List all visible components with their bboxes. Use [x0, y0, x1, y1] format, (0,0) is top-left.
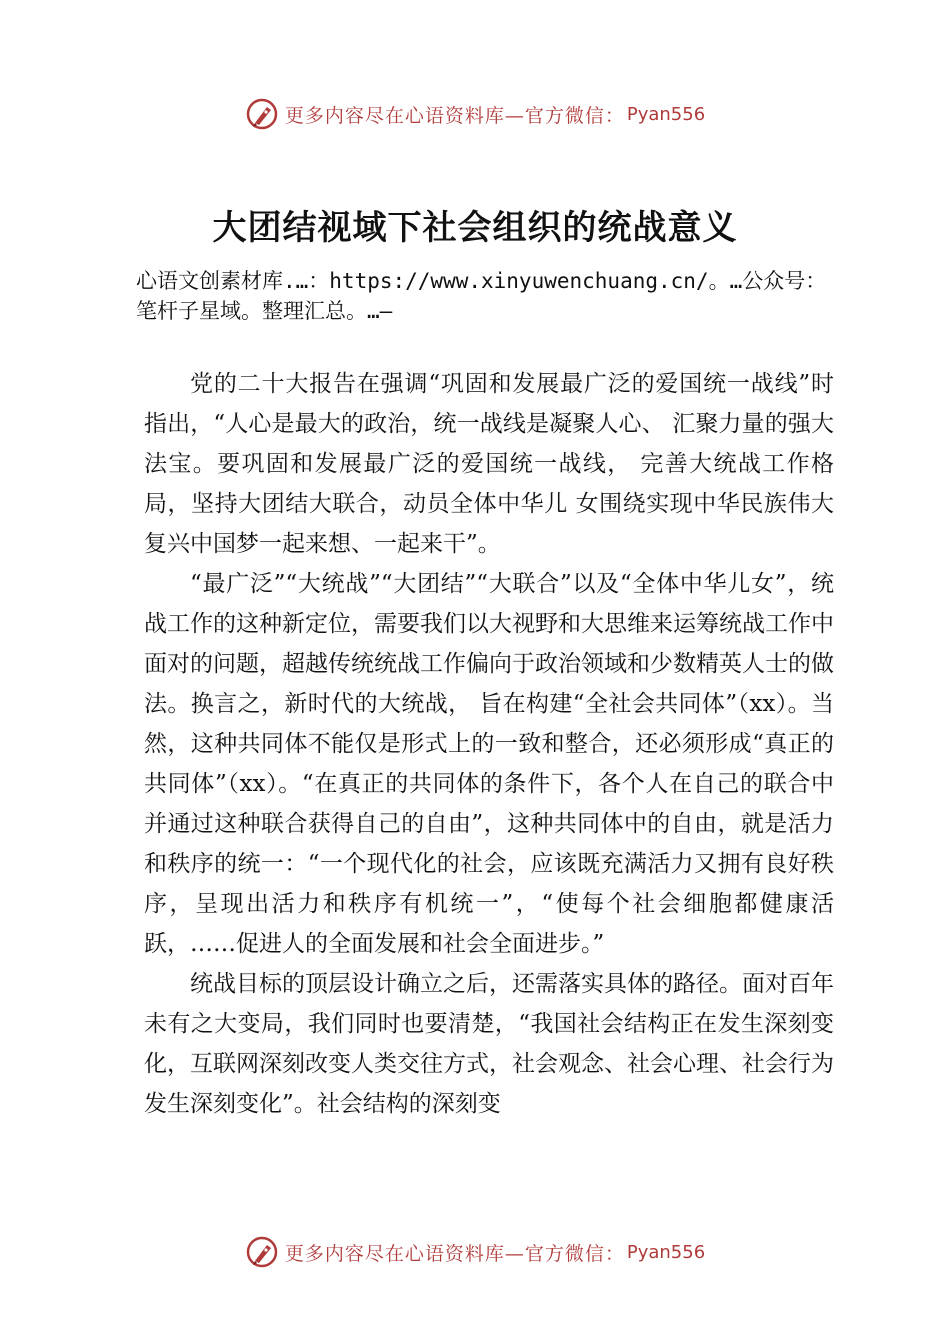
- header-banner: [0, 92, 950, 136]
- source-line: 心语文创素材库.…：https://www.xinyuwenchuang.cn/。…公众号：笔杆子星域。整理汇总。…—: [136, 269, 827, 323]
- footer-banner: [0, 1230, 950, 1274]
- header-wechat-id: Pyan556: [626, 103, 706, 125]
- footer-banner-text: 更多内容尽在心语资料库—官方微信：: [284, 1242, 625, 1265]
- pen-nib-logo-icon: [245, 97, 279, 131]
- paragraph: 统战目标的顶层设计确立之后，还需落实具体的路径。面对百年未有之大变局，我们同时也要清楚，“我国社会结构正在发生深刻变化，互联网深刻改变人类交往方式，社会观念、社会心理、社会行为发生深刻变化”。社会结构的深刻变: [144, 971, 834, 1117]
- paragraph: 党的二十大报告在强调“巩固和发展最广泛的爱国统一战线”时指出，“人心是最大的政治，统一战线是凝聚人心、 汇聚力量的强大法宝。要巩固和发展最广泛的爱国统一战线， 完善大统战工作格局，坚持大团结大联合，动员全体中华儿 女围绕实现中华民族伟大复兴中国梦一起来想、一起来干”。: [144, 371, 834, 557]
- footer-wechat-id: Pyan556: [626, 1241, 706, 1263]
- pen-nib-logo-icon: [245, 1235, 279, 1269]
- document-title: 大团结视域下社会组织的统战意义: [212, 208, 738, 248]
- paragraph: “最广泛”“大统战”“大团结”“大联合”以及“全体中华儿女”，统战工作的这种新定位，需要我们以大视野和大思维来运筹统战工作中面对的问题，超越传统统战工作偏向于政治领域和少数精英人士的做法。换言之，新时代的大统战， 旨在构建“全社会共同体”（xx）。当然，这种共同体不能仅是形式上的一致和整合，还必须形成“真正的共同体”（xx）。“在真正的共同体的条件下，各个人在自己的联合中并通过这种联合获得自己的自由”，这种共同体中的自由，就是活力和秩序的统一：“一个现代化的社会，应该既充满活力又拥有良好秩序，呈现出活力和秩序有机统一”，“使每个社会细胞都健康活跃，……促进人的全面发展和社会全面进步。”: [144, 571, 834, 957]
- document-body: [144, 364, 834, 1124]
- header-banner-text: 更多内容尽在心语资料库—官方微信：: [284, 104, 625, 127]
